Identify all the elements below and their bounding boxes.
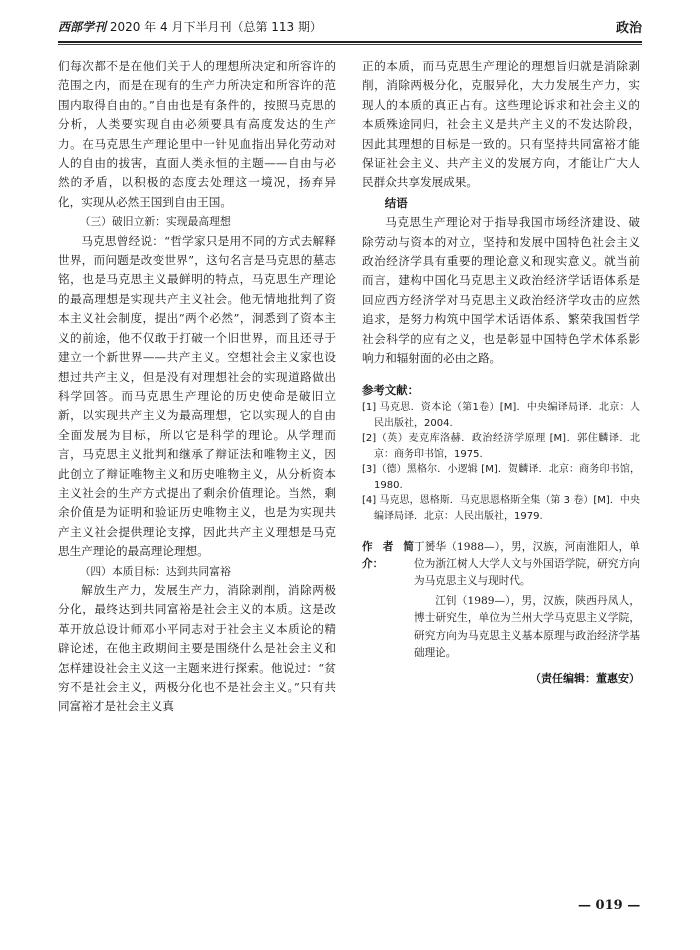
left-column — [58, 57, 336, 717]
left-paragraph-2: 马克思曾经说：“哲学家只是用不同的方式去解释世界，而问题是改变世界”，这句名言是马克思的墓志铭，也是马克思主义最鲜明的特点，马克思生产理论的最高理想是实现共产主义社会。他无情地批判了资本主义社会制度，提出“两个必然”，洞悉到了资本主义的前途，他不仅敢于打破一个旧世界，而且还寻于建立一个新世界——共产主义。空想社会主义家也设想过共产主义，但是没有对理想社会的实现道路做出科学回答。而马克思生产理论的历史使命是破旧立新，以实现共产主义为最高理想，它以实现人的自由全面发展为目标，所以它是科学的理论。从学理而言，马克思主义批判和继承了辩证法和唯物主义，因此创立了辩证唯物主义和历史唯物主义，从分析资本主义社会的生产方式提出了剩余价值理论。当然，剩余价值是为证明和验证历史唯物主义，也是为实现共产主义社会提供理论支撑，因此共产主义理想是马克思生产理论的最高理论理想。 — [58, 233, 336, 559]
subheading-4: （四）本质目标：达到共同富裕 — [79, 564, 231, 578]
references-list — [362, 400, 640, 525]
responsible-editor: （责任编辑：董惠安） — [530, 671, 640, 685]
references-heading: 参考文献： — [362, 382, 419, 397]
journal-issue: 2020 年 4 月下半月刊（总第 113 期） — [106, 20, 322, 34]
journal-title — [58, 18, 322, 35]
author-bio-label: 作者简介： — [362, 540, 414, 571]
reference-item: [1] 马克思．资本论（第1卷）[M]．中央编译局译．北京：人民出版社，2004. — [362, 401, 640, 429]
conclusion-paragraph: 马克思生产理论对于指导我国市场经济建设、破除劳动与资本的对立，坚持和发展中国特色社会主义政治经济学具有重要的理论意义和现实意义。就当前而言，建构中国化马克思主义政治经济学话语体系是回应西方经济学对马克思主义政治经济学攻击的应然追求，是努力构筑中国学术话语体系、繁荣我国哲学社会科学的应有之义，也是彰显中国特色学术体系影响力和辐射面的必由之路。 — [362, 215, 640, 366]
header-rule-thin — [58, 44, 642, 45]
right-column — [362, 57, 640, 688]
page-number: — 019 — — [578, 898, 641, 913]
author-bio — [362, 539, 640, 663]
right-paragraph-1: 正的本质，而马克思生产理论的理想旨归就是消除剥削，消除两极分化，克服异化，大力发展生产力，实现人的本质的真正占有。这些理论诉求和社会主义的本质殊途同归，社会主义是共产主义的不发达阶段，因此其理想的目标是一致的。只有坚持共同富裕才能保证社会主义、共产主义的发展方向，才能让广大人民群众共享发展成果。 — [362, 59, 640, 190]
section-label: 政治 — [615, 21, 642, 36]
conclusion-heading: 结语 — [384, 195, 408, 210]
author-2-bio: 江钊（1989—），男，汉族，陕西丹凤人，博士研究生，单位为兰州大学马克思主义学院，研究方向为马克思主义基本原理与政治经济学基础理论。 — [414, 594, 640, 660]
reference-item: [4] 马克思，恩格斯．马克思恩格斯全集（第 3 卷）[M]．中央编译局译．北京：人民出版社，1979. — [362, 495, 640, 523]
reference-item: [3]（德）黑格尔．小逻辑 [M]．贺麟译．北京：商务印书馆，1980. — [362, 464, 640, 491]
running-header — [58, 16, 642, 38]
left-paragraph-3: 解放生产力，发展生产力，消除剥削，消除两极分化，最终达到共同富裕是社会主义的本质。这是改革开放总设计师邓小平同志对于社会主义本质论的精辟论述，在他主政期间主要是围绕什么是社会主义和怎样建设社会主义这一主题来进行探索。他说过：“贫穷不是社会主义，两极分化也不是社会主义。”只有共同富裕才是社会主义真 — [58, 582, 336, 714]
author-1-bio: 丁赟华（1988—），男，汉族，河南淮阳人，单位为浙江树人大学人文与外国语学院，研究方向为马克思主义与现时代。 — [414, 540, 640, 588]
left-paragraph-1: 们每次都不是在他们关于人的理想所决定和所容许的范围之内，而是在现有的生产力所决定和所容许的范围内取得自由的。”自由也是有条件的，按照马克思的分析，人类要实现自由必须要具有高度发达的生产力。在马克思生产理论里中一针见血指出异化劳动对人的自由的拔害，直面人类永恒的主题——自由与必然的矛盾，以积极的态度去处理这一境况，扬弃异化，实现从必然王国到自由王国。 — [58, 59, 336, 209]
journal-logo: 西部学刊 — [58, 20, 107, 34]
reference-item: [2]（英）麦克库洛赫．政治经济学原理 [M]．郭住麟译．北京：商务印书馆，1975. — [362, 433, 640, 460]
header-rule-thick — [58, 41, 642, 43]
subheading-3: （三）破旧立新：实现最高理想 — [79, 215, 231, 229]
